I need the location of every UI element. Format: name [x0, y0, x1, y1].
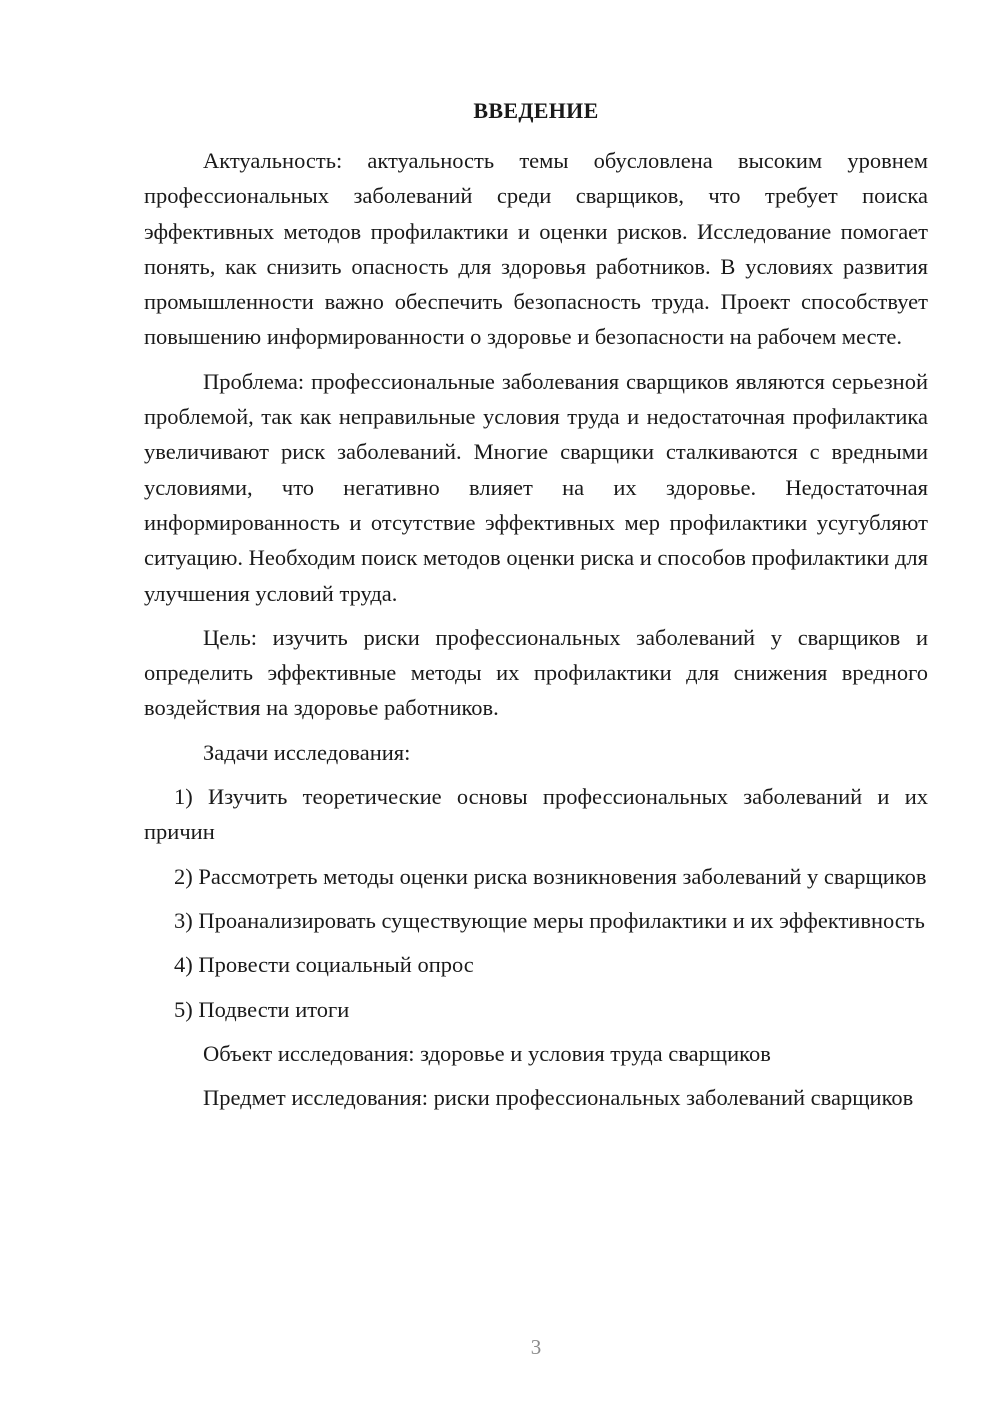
task-item: 2) Рассмотреть методы оценки риска возникновения заболеваний у сварщиков — [174, 863, 927, 889]
document-body — [144, 143, 928, 1124]
research-subject-paragraph: Предмет исследования: риски профессиональных заболеваний сварщиков — [203, 1085, 914, 1111]
goal-paragraph: Цель: изучить риски профессиональных заболеваний у сварщиков и определить эффективные методы их профилактики для снижения вредного воздействия на здоровье работников. — [144, 624, 928, 721]
page-number: 3 — [530, 1335, 542, 1359]
tasks-heading: Задачи исследования: — [203, 739, 411, 765]
research-object-paragraph: Объект исследования: здоровье и условия труда сварщиков — [203, 1040, 771, 1066]
task-item: 4) Провести социальный опрос — [174, 952, 474, 978]
task-item: 1) Изучить теоретические основы профессиональных заболеваний и их причин — [144, 784, 928, 845]
task-item: 3) Проанализировать существующие меры профилактики и их эффективность — [174, 907, 925, 933]
task-item: 5) Подвести итоги — [174, 996, 350, 1022]
relevance-paragraph: Актуальность: актуальность темы обусловлена высоким уровнем профессиональных заболеваний среди сварщиков, что требует поиска эффективных методов профилактики и оценки рисков. Исследование помогает понять, как снизить опасность для здоровья работников. В условиях развития промышленности важно обеспечить безопасность труда. Проект способствует повышению информированности о здоровье и безопасности на рабочем месте. — [144, 148, 928, 350]
section-title: ВВЕДЕНИЕ — [473, 98, 599, 123]
problem-paragraph: Проблема: профессиональные заболевания сварщиков являются серьезной проблемой, так как неправильные условия труда и недостаточная профилактика увеличивают риск заболеваний. Многие сварщики сталкиваются с вредными условиями, что негативно влияет на их здоровье. Недостаточная информированность и отсутствие эффективных мер профилактики усугубляют ситуацию. Необходим поиск методов оценки риска и способов профилактики для улучшения условий труда. — [144, 368, 928, 606]
